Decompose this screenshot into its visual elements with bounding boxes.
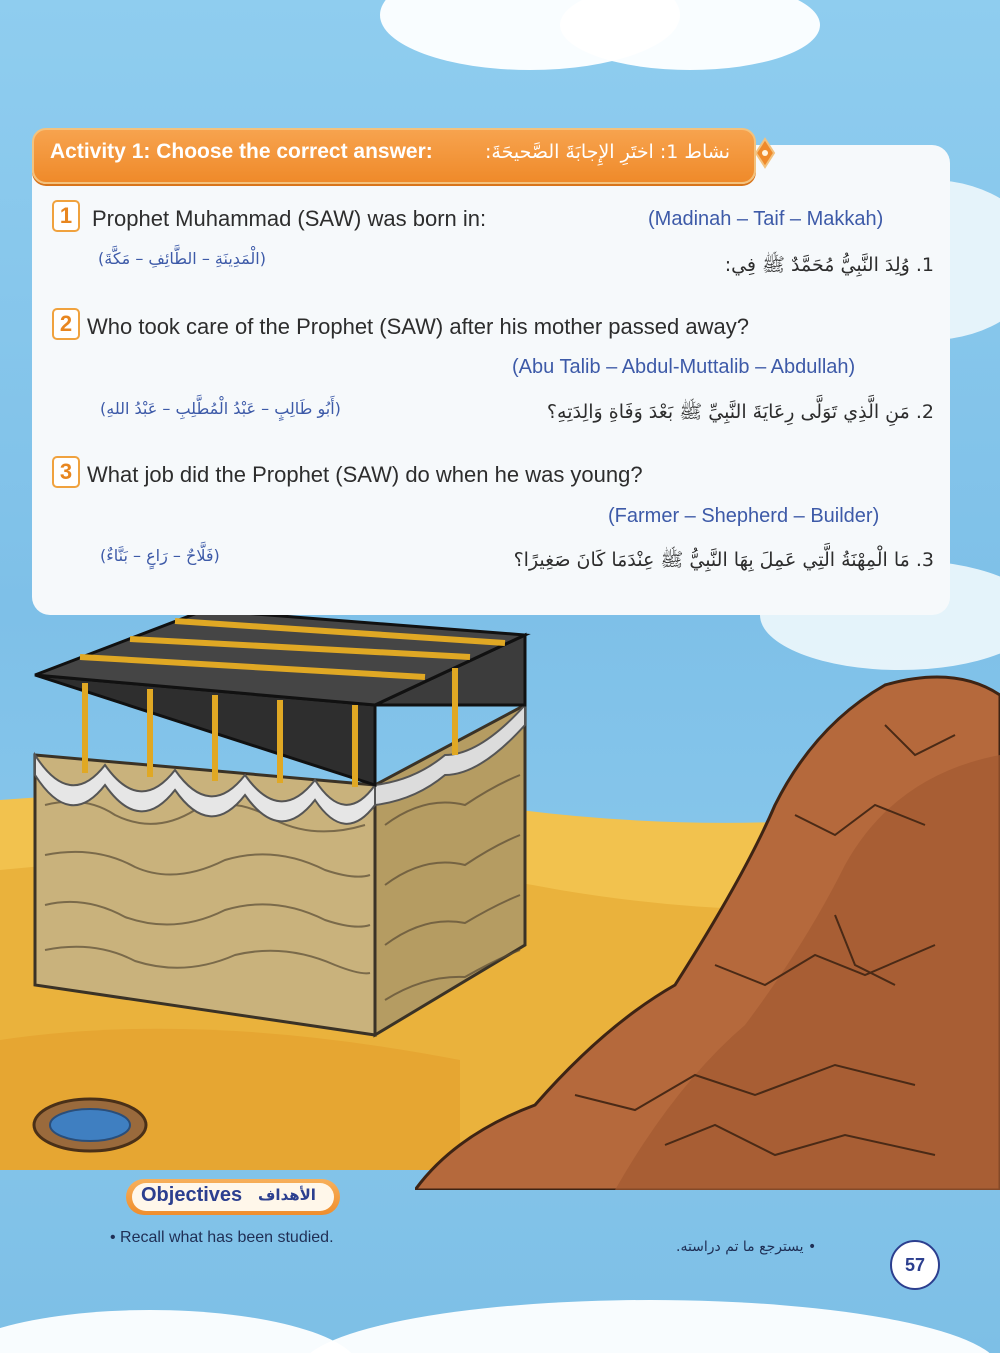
question-text-en: Prophet Muhammad (SAW) was born in:: [92, 206, 487, 231]
answer-options-ar: (أَبُو طَالِبٍ – عَبْدُ الْمُطَّلِبِ – عَبْدُ اللهِ): [100, 399, 341, 418]
question-text-ar: 2. مَنِ الَّذِي تَوَلَّى رِعَايَةَ النَّبِيِّ ﷺ بَعْدَ وَفَاةِ وَالِدَتِهِ؟: [546, 401, 934, 423]
answer-options-ar: (فَلَّاحٌ – رَاعٍ – بَنَّاءٌ): [100, 546, 220, 565]
page-number-badge: 57: [890, 1240, 940, 1290]
objective-item-ar: • يسترجع ما تم دراسته.: [676, 1239, 817, 1255]
question-text-ar: 1. وُلِدَ النَّبِيُّ مُحَمَّدٌ ﷺ فِي:: [724, 254, 934, 276]
question-text-en: What job did the Prophet (SAW) do when he was young?: [87, 462, 643, 487]
answer-options-en: (Farmer – Shepherd – Builder): [608, 505, 880, 527]
answer-options-en: (Madinah – Taif – Makkah): [648, 208, 884, 230]
question-number-badge: 2: [52, 308, 80, 340]
star-ornament-icon: [752, 133, 778, 173]
objectives-title-ar: الأهداف: [258, 1186, 316, 1204]
mountain-illustration: [415, 665, 1000, 1190]
question-text-en: Who took care of the Prophet (SAW) after his mother passed away?: [87, 314, 749, 339]
question-number-badge: 3: [52, 456, 80, 488]
answer-options-ar: (الْمَدِينَةِ – الطَّائِفِ – مَكَّةَ): [98, 249, 266, 268]
objective-item-en: • Recall what has been studied.: [110, 1229, 334, 1246]
answer-options-en: (Abu Talib – Abdul-Muttalib – Abdullah): [512, 356, 856, 378]
question-number-badge: 1: [52, 200, 80, 232]
objectives-title-en: Objectives: [141, 1184, 243, 1206]
activity-title-en: Activity 1: Choose the correct answer:: [50, 140, 433, 163]
activity-title-ar: نشاط 1: اختَرِ الإِجابَةَ الصَّحيحَةَ:: [485, 141, 731, 163]
well-illustration: [30, 1095, 150, 1155]
question-text-ar: 3. مَا الْمِهْنَةُ الَّتِي عَمِلَ بِهَا النَّبِيُّ ﷺ عِنْدَمَا كَانَ صَغِيرًا؟: [513, 549, 934, 571]
